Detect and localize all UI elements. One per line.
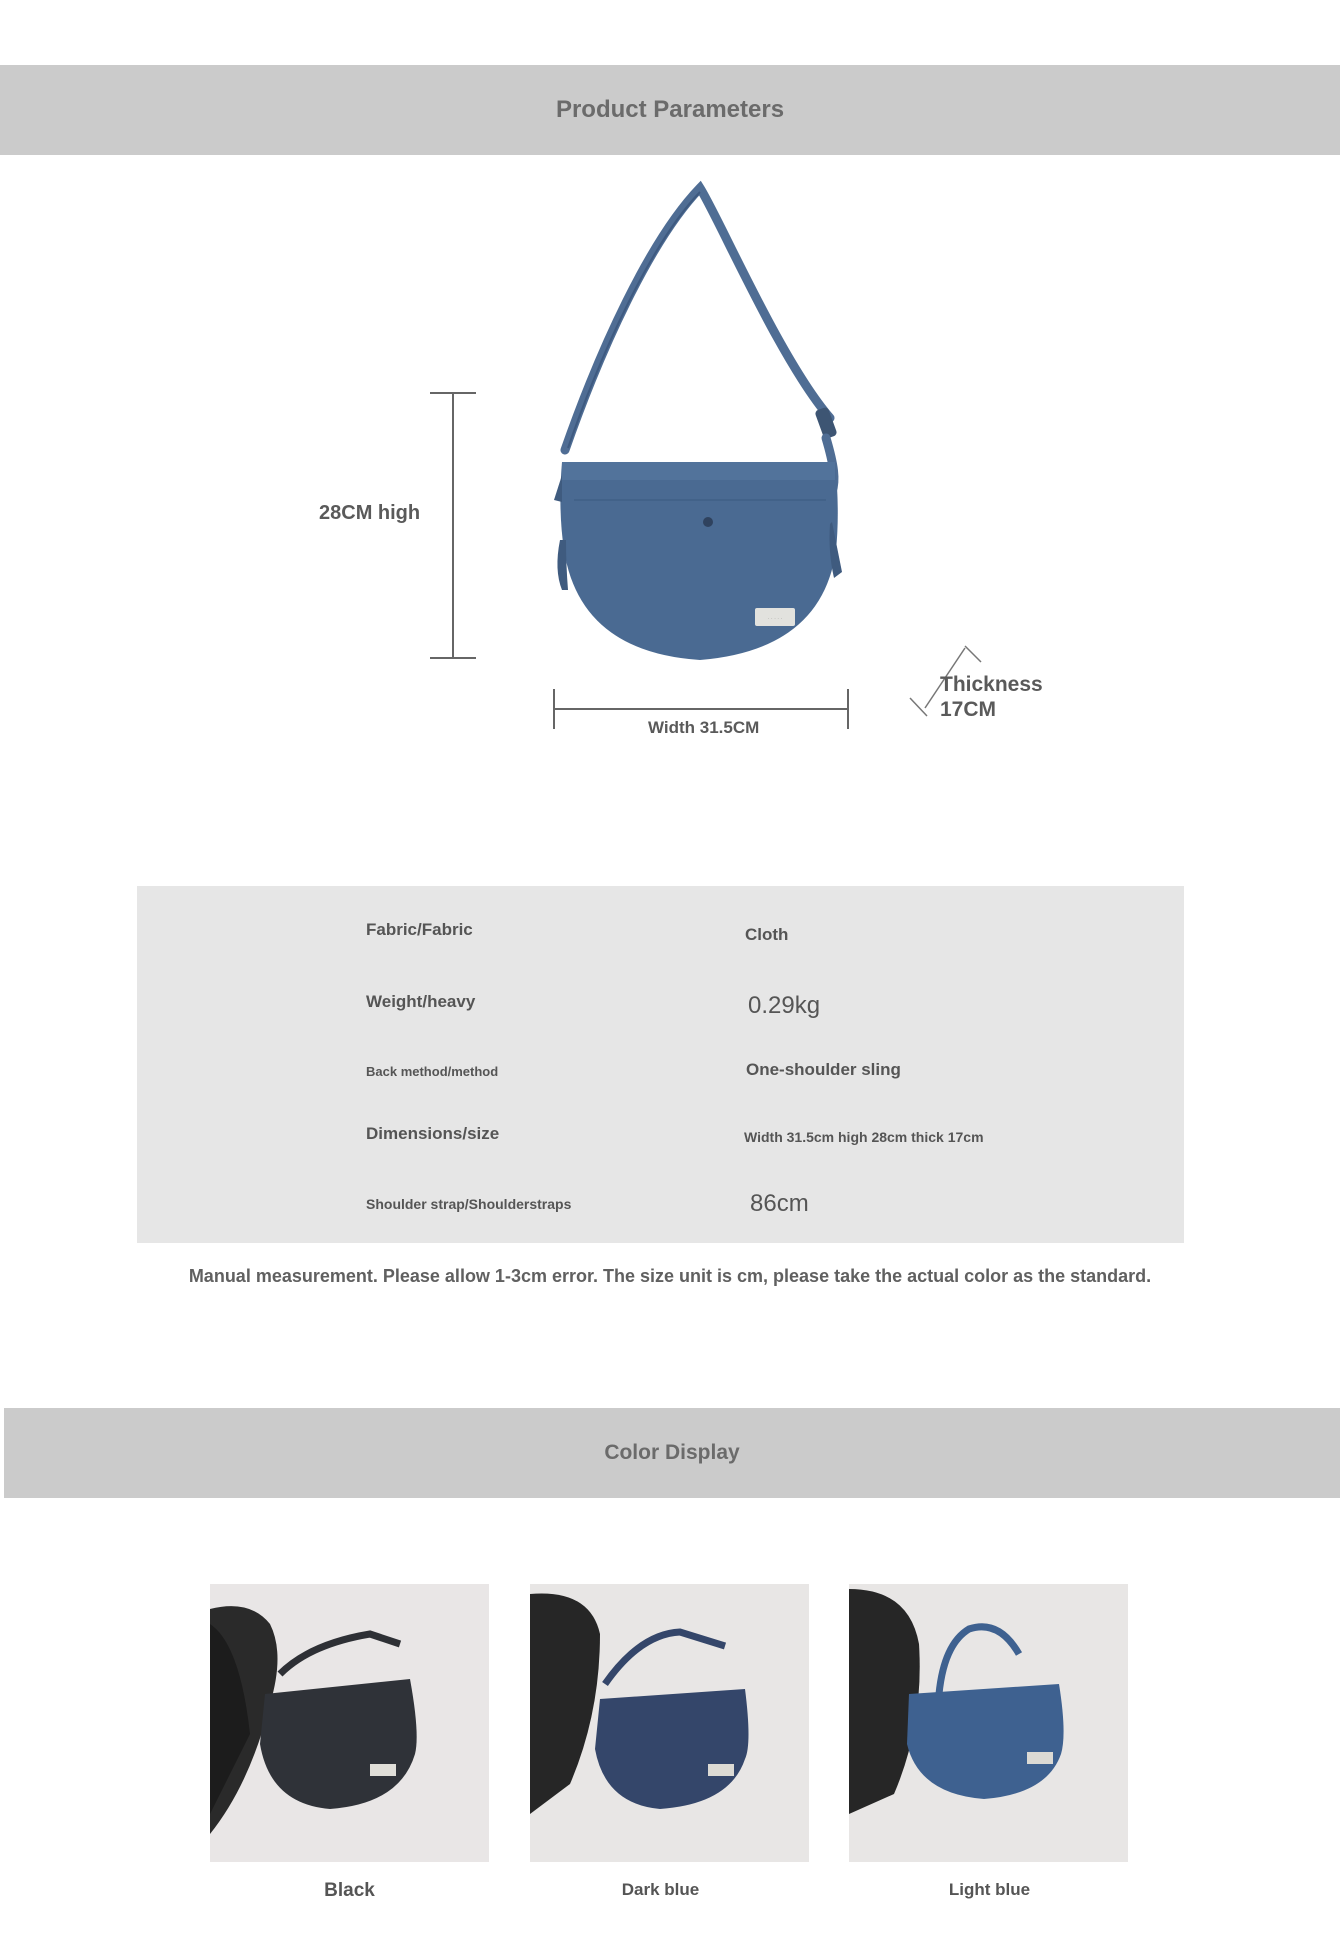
thickness-label-line1: Thickness [940,673,1043,696]
spec-label-shoulder-strap: Shoulder strap/Shoulderstraps [366,1196,572,1212]
height-label: 28CM high [319,502,421,524]
height-measure-line [428,388,478,663]
color-display-title: Color Display [604,1441,740,1464]
color-label-light-blue: Light blue [948,1880,1031,1899]
thickness-label [940,672,1043,722]
spec-table [137,886,1184,1243]
product-parameters-title: Product Parameters [555,96,785,123]
spec-label-dimensions: Dimensions/size [366,1124,500,1143]
measurement-note: Manual measurement. Please allow 1-3cm error. The size unit is cm, please take the actual color as the standard. [188,1266,1152,1286]
spec-value-back-method: One-shoulder sling [746,1060,901,1079]
spec-label-back-method: Back method/method [366,1064,499,1079]
color-label-black: Black [324,1880,375,1901]
spec-value-fabric: Cloth [745,925,789,944]
color-swatch-dark-blue[interactable] [530,1584,809,1862]
product-parameters-banner [0,65,1340,155]
dark-blue-bag-photo [530,1584,809,1862]
spec-value-shoulder-strap: 86cm [750,1190,809,1217]
spec-label-weight: Weight/heavy [366,992,476,1011]
spec-value-weight: 0.29kg [748,992,821,1019]
light-blue-bag-photo [849,1584,1128,1862]
bag-main-image [540,180,870,680]
thickness-label-line2: 17CM [940,698,997,721]
color-swatch-light-blue[interactable] [849,1584,1128,1862]
color-swatch-black[interactable] [210,1584,489,1862]
color-label-dark-blue: Dark blue [621,1880,700,1899]
spec-value-dimensions: Width 31.5cm high 28cm thick 17cm [744,1129,984,1145]
color-display-banner [4,1408,1340,1498]
spec-label-fabric: Fabric/Fabric [366,920,473,939]
svg-text:· · · · ·: · · · · · [767,616,783,622]
width-label: Width 31.5CM [648,718,760,737]
black-bag-photo [210,1584,489,1862]
